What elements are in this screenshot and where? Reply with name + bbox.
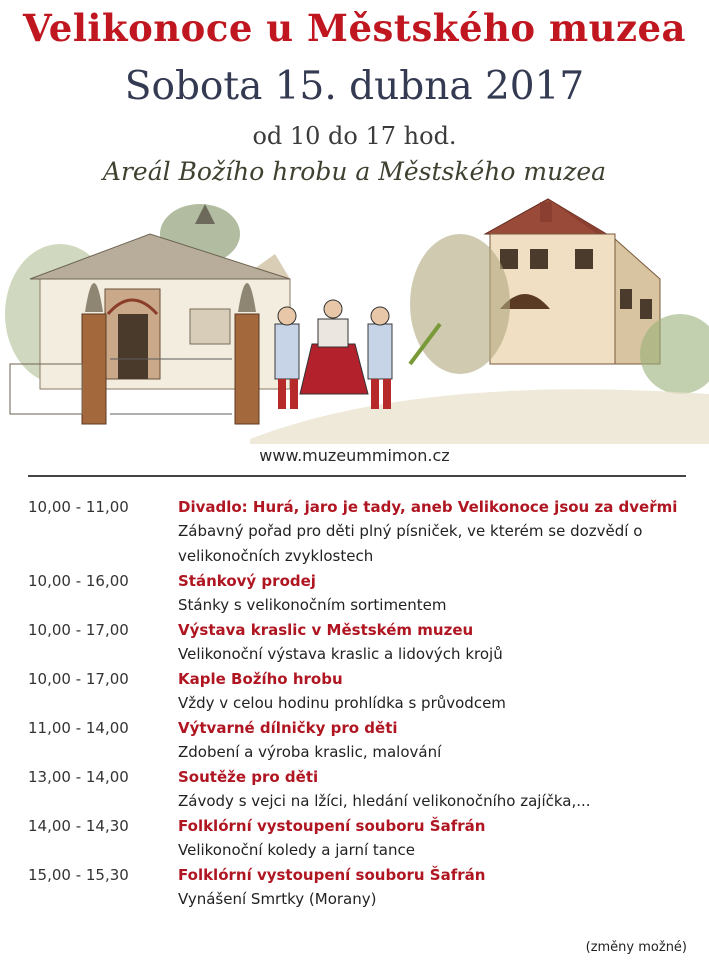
schedule-time: 10,00 - 11,00	[28, 498, 129, 516]
schedule-title: Divadlo: Hurá, jaro je tady, aneb Velikonoce jsou za dveřmi	[178, 498, 678, 516]
schedule-desc: Vždy v celou hodinu prohlídka s průvodcem	[178, 694, 506, 712]
schedule-time: 10,00 - 16,00	[28, 572, 129, 590]
schedule-title: Výtvarné dílničky pro děti	[178, 719, 398, 737]
event-date: Sobota 15. dubna 2017	[124, 64, 585, 109]
schedule-time: 11,00 - 14,00	[28, 719, 129, 737]
schedule-time: 10,00 - 17,00	[28, 670, 129, 688]
schedule-item	[0, 618, 709, 667]
schedule-item	[0, 716, 709, 765]
schedule-title: Folklórní vystoupení souboru Šafrán	[178, 866, 486, 884]
schedule-item	[0, 765, 709, 814]
museum-house	[485, 199, 660, 364]
schedule-desc: Velikonoční koledy a jarní tance	[178, 841, 415, 859]
schedule-time: 13,00 - 14,00	[28, 768, 129, 786]
event-hours: od 10 do 17 hod.	[252, 122, 457, 150]
schedule-title: Stánkový prodej	[178, 572, 316, 590]
schedule-desc: Vynášení Smrtky (Morany)	[178, 890, 377, 908]
divider	[28, 475, 686, 477]
schedule-desc: Závody s vejci na lžíci, hledání velikonočního zajíčka,...	[178, 792, 591, 810]
schedule-time: 14,00 - 14,30	[28, 817, 129, 835]
schedule-desc: Velikonoční výstava kraslic a lidových krojů	[178, 645, 503, 663]
event-venue: Areál Božího hrobu a Městského muzea	[102, 157, 607, 186]
website-link[interactable]: www.muzeummimon.cz	[259, 446, 450, 465]
poster-title: Velikonoce u Městského muzea	[22, 6, 687, 50]
schedule-list	[0, 495, 709, 912]
changes-note: (změny možné)	[585, 940, 687, 955]
schedule-item	[0, 667, 709, 716]
schedule-title: Folklórní vystoupení souboru Šafrán	[178, 817, 486, 835]
schedule-item	[0, 569, 709, 618]
schedule-title: Výstava kraslic v Městském muzeu	[178, 621, 474, 639]
schedule-title: Kaple Božího hrobu	[178, 670, 343, 688]
schedule-item	[0, 814, 709, 863]
schedule-item	[0, 495, 709, 569]
schedule-item	[0, 863, 709, 912]
museum-illustration	[0, 194, 709, 444]
schedule-desc: Zábavný pořad pro děti plný písniček, ve kterém se dozvědí o velikonočních zvyklostech	[178, 522, 643, 565]
schedule-time: 10,00 - 17,00	[28, 621, 129, 639]
schedule-time: 15,00 - 15,30	[28, 866, 129, 884]
schedule-title: Soutěže pro děti	[178, 768, 319, 786]
schedule-desc: Zdobení a výroba kraslic, malování	[178, 743, 442, 761]
schedule-desc: Stánky s velikonočním sortimentem	[178, 596, 447, 614]
